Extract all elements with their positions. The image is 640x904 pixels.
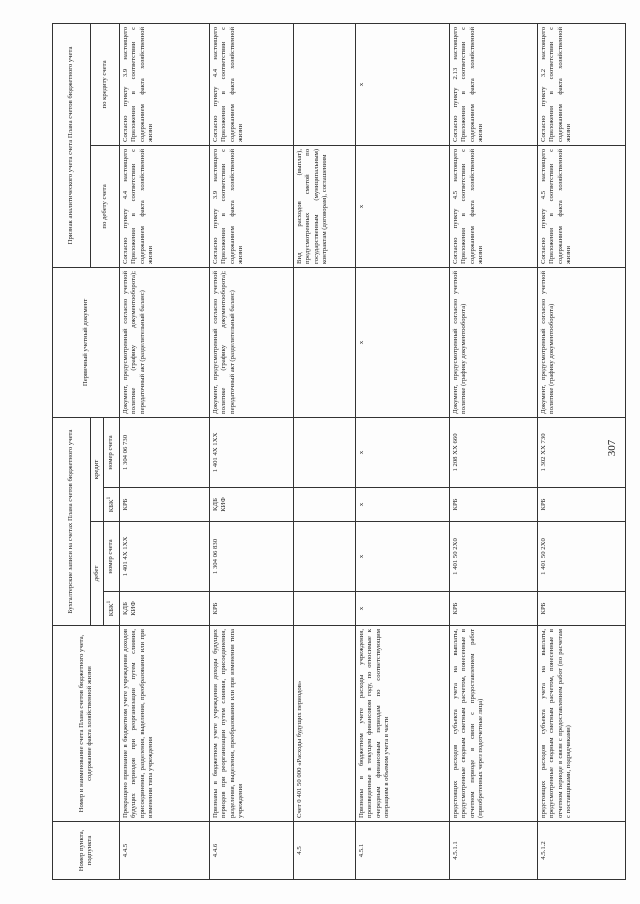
cell-acc-credit: 1 304 06 730 [119,417,209,487]
cell-acc-credit [293,417,355,487]
cell-desc: Счет 0 401 50 000 «Расходы будущих периодов» [293,626,355,822]
cell-acc-credit: 1 208 ХХ 660 [449,417,537,487]
cell-kbk-debit [293,592,355,626]
cell-analytics-debit: Согласно пункту 4.4 настоящего Приложения в соответствии с содержанием факта хозяйственной жизни [119,145,209,267]
cell-analytics-credit: Согласно пункту 4.4 настоящего Приложения в соответствии с содержанием факта хозяйственной жизни [209,23,293,145]
cell-acc-debit: x [355,522,449,592]
cell-desc: Признаны в бюджетном учете расходы учреждения, произведенные в текущем финансовом году, по относимые к очередным финансовым периодам по соответствующим операциям в объемом учета в части [355,626,449,822]
header-kbk-credit: КБК$^1$ [104,488,120,522]
header-analytics: Признак аналитического учета счета Плана счетов бюджетного учета [53,23,91,267]
header-primary-doc: Первичный учетный документ [53,267,120,417]
cell-num: 4.4.5 [119,822,209,880]
cell-analytics-debit: Согласно пункту 3.9 настоящего Приложения в соответствии с содержанием факта хозяйственной жизни [209,145,293,267]
cell-num: 4.5.1.1 [449,822,537,880]
cell-analytics-credit: Согласно пункту 3.2 настоящего Приложения в соответствии с содержанием факта хозяйственной жизни [537,23,625,145]
header-kbk-debit: КБК$^1$ [104,592,120,626]
cell-acc-debit: 1 401 4Х 1ХХ [119,522,209,592]
header-acc-credit: номер счета [104,417,120,487]
cell-num: 4.5.1 [355,822,449,880]
header-analytics-credit: по кредиту счета [91,23,120,145]
cell-primary-doc: Документ, предусмотренный согласно учетной политике (графику документооборота); передаточный акт (разделительный баланс) [209,267,293,417]
accounting-entries-table [52,23,626,880]
cell-acc-debit [293,522,355,592]
cell-acc-debit: 1 304 06 830 [209,522,293,592]
cell-acc-credit: x [355,417,449,487]
cell-analytics-debit: Вид расходов (выплат), предусмотренных сметой по государственным (муниципальным) контрактам (договорам), соглашениям [293,145,355,267]
cell-analytics-credit: Согласно пункту 3.9 настоящего Приложения в соответствии с содержанием факта хозяйственной жизни [119,23,209,145]
cell-analytics-debit: Согласно пункту 4.5 настоящего Приложения в соответствии с содержанием факта хозяйственной жизни [449,145,537,267]
cell-num: 4.5 [293,822,355,880]
header-acc-debit: номер счета [104,522,120,592]
cell-primary-doc [293,267,355,417]
cell-kbk-debit: КДБ КИФ [119,592,209,626]
cell-desc: Прекращено признание в бюджетном учете учреждения доходов будущих периодов при реорганизации путем слияния, присоединения, разделения, выделения, преобразования или при изменении типа учреждения [119,626,209,822]
page-number: 307 [606,439,618,457]
header-row-1 [53,23,91,879]
cell-analytics-credit [293,23,355,145]
cell-acc-credit: 1 302 ХХ 730 [537,417,625,487]
table-row [119,23,209,879]
cell-primary-doc: Документ, предусмотренный согласно учетной политике (графику документооборота) [449,267,537,417]
cell-desc: предстоящих расходов субъекта учета на выплаты, предусмотренные сводным сметным расчетом, понесенные в отчетном периоде в связи с предоставлением работ (по расчетам с поставщиками, подрядчиками) [537,626,625,822]
header-analytics-debit: по дебету счета [91,145,120,267]
header-account: Номер и наименование счета Плана счетов бюджетного учета, содержание факта хозяйственной жизни [53,626,120,822]
header-num: Номер пункта, подпункта [53,822,120,880]
cell-primary-doc: Документ, предусмотренный согласно учетной политике (графику документооборота) [537,267,625,417]
table-row [537,23,625,879]
cell-kbk-debit: x [355,592,449,626]
cell-kbk-credit: КРБ [449,488,537,522]
cell-acc-debit: 1 401 50 2Х0 [449,522,537,592]
header-entries: Бухгалтерские записи на счетах Плана счетов бюджетного учета [53,417,91,625]
cell-acc-debit: 1 401 50 2Х0 [537,522,625,592]
cell-primary-doc: Документ, предусмотренный согласно учетной политике (графику документооборота); передаточный акт (разделительный баланс) [119,267,209,417]
cell-kbk-credit: x [355,488,449,522]
cell-analytics-credit: Согласно пункту 2.13 настоящего Приложения в соответствии с содержанием факта хозяйственной жизни [449,23,537,145]
cell-analytics-credit: x [355,23,449,145]
cell-num: 4.5.1.2 [537,822,625,880]
table-row [449,23,537,879]
table-row [209,23,293,879]
cell-kbk-credit: КДБ КИФ [209,488,293,522]
cell-kbk-credit [293,488,355,522]
cell-kbk-credit: КРБ [119,488,209,522]
cell-analytics-debit: x [355,145,449,267]
cell-acc-credit: 1 401 4Х 1ХХ [209,417,293,487]
header-credit: кредит [91,417,104,521]
cell-kbk-debit: КРБ [209,592,293,626]
table-row [355,23,449,879]
cell-num: 4.4.6 [209,822,293,880]
cell-analytics-debit: Согласно пункту 4.5 настоящего Приложения в соответствии с содержанием факта хозяйственной жизни [537,145,625,267]
cell-kbk-credit: КРБ [537,488,625,522]
cell-kbk-debit: КРБ [449,592,537,626]
cell-desc: предстоящих расходов субъекта учета на выплаты, предусмотренные сводным сметным расчетом, понесенные в отчетном периоде в связи с предоставлением работ (приобретенных через подотчетные лица) [449,626,537,822]
table-row [293,23,355,879]
cell-kbk-debit: КРБ [537,592,625,626]
cell-desc: Признаны в бюджетном учете учреждения доходы будущих периодов при реорганизации путем слияния, присоединения, разделения, выделения, преобразования или при изменении типа учреждения [209,626,293,822]
rotated-table-wrapper [52,24,592,880]
header-debit: дебет [91,522,104,626]
cell-primary-doc: x [355,267,449,417]
